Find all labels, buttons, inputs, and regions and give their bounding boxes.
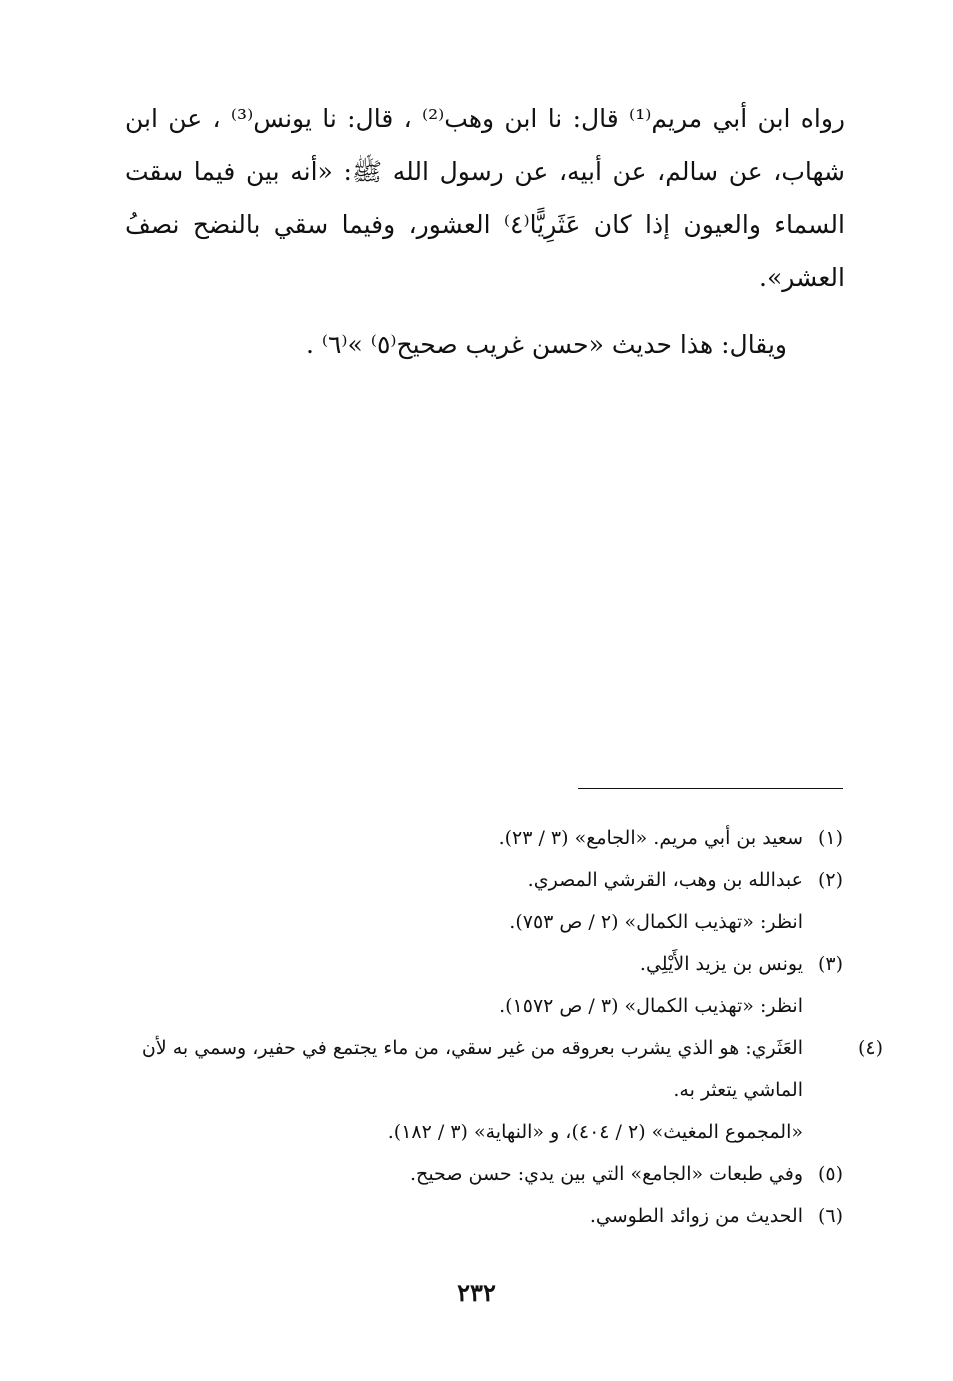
- footnote-1: [113, 817, 843, 859]
- footnotes: [113, 817, 883, 1237]
- hadith-paragraph: رواه ابن أبي مريم⁽¹⁾ قال: نا ابن وهب⁽²⁾ ، قال: نا يونس⁽³⁾ ، عن ابن شهاب، عن سالم، عن أبيه، عن رسول الله ﷺ: «أنه بين فيما سقت السماء والعيون إذا كان عَثَرِيًّا⁽٤⁾ العشور، وفيما سقي بالنضح نصفُ العشر».: [125, 104, 845, 292]
- footnote-text: انظر: «تهذيب الكمال» (٣ / ص ١٥٧٢).: [499, 995, 803, 1017]
- footnote-2: [113, 859, 843, 901]
- footnote-number: (٤): [857, 1037, 883, 1059]
- footnote-text: العَثَري: هو الذي يشرب بعروقه من غير سقي، من ماء يجتمع في حفير، وسمي به لأن الماشي يتعثر به.: [141, 1037, 803, 1101]
- footnote-text: انظر: «تهذيب الكمال» (٢ / ص ٧٥٣).: [509, 911, 803, 933]
- footnote-separator: [578, 788, 843, 789]
- footnote-4-reference: [113, 1111, 843, 1153]
- grading-paragraph: ويقال: هذا حديث «حسن غريب صحيح⁽٥⁾ »⁽٦⁾ .: [305, 330, 787, 359]
- footnote-3: [113, 943, 843, 985]
- footnote-number: (٣): [817, 953, 843, 975]
- footnote-text: الحديث من زوائد الطوسي.: [589, 1205, 803, 1227]
- footnote-number: (٦): [817, 1205, 843, 1227]
- main-text: [125, 92, 845, 371]
- footnote-2-reference: [113, 901, 843, 943]
- footnote-text: عبدالله بن وهب، القرشي المصري.: [527, 869, 803, 891]
- footnote-number: (٥): [817, 1163, 843, 1185]
- footnote-number: (٢): [817, 869, 843, 891]
- footnote-text: «المجموع المغيث» (٢ / ٤٠٤)، و «النهاية» (٣ / ١٨٢).: [387, 1121, 803, 1143]
- footnote-3-reference: [113, 985, 843, 1027]
- page-number: ٢٣٢: [457, 1278, 496, 1307]
- footnote-6: [113, 1195, 843, 1237]
- footnote-text: سعيد بن أبي مريم. «الجامع» (٣ / ٢٣).: [498, 827, 803, 849]
- footnote-number: (١): [817, 827, 843, 849]
- footnote-4: [113, 1027, 883, 1111]
- footnote-text: يونس بن يزيد الأَيْلِي.: [639, 953, 803, 975]
- footnote-5: [113, 1153, 843, 1195]
- footnote-text: وفي طبعات «الجامع» التي بين يدي: حسن صحيح.: [410, 1163, 803, 1185]
